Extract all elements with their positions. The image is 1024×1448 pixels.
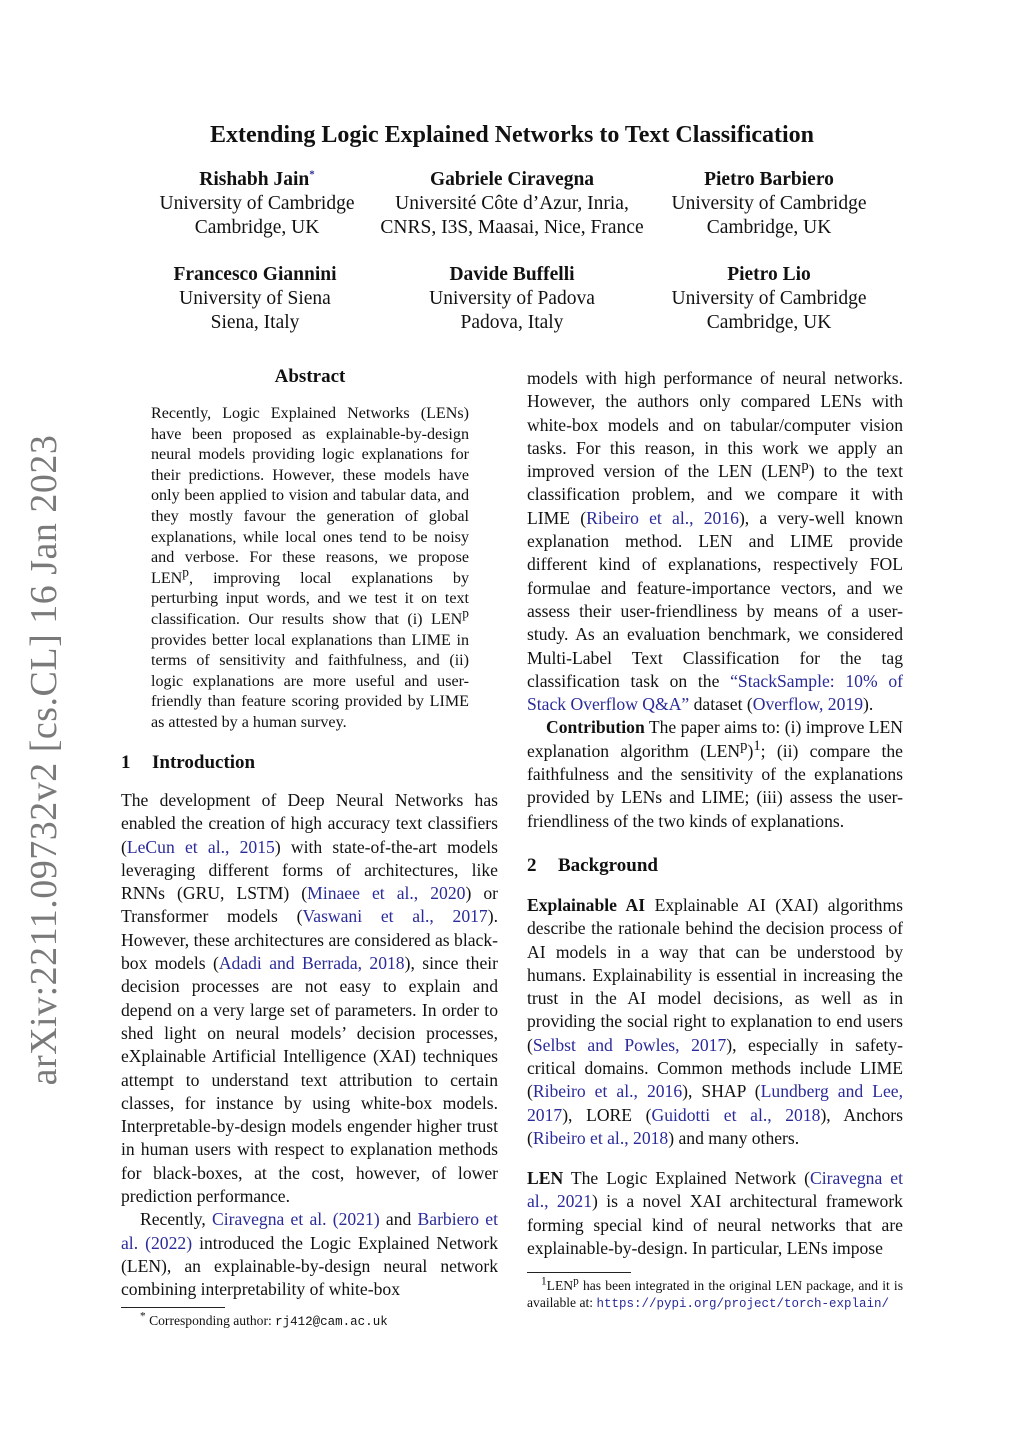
author-block	[362, 168, 662, 240]
author-block	[619, 263, 919, 335]
paragraph: The development of Deep Neural Networks has enabled the creation of high accuracy text classifiers (LeCun et al., 2015) with state-of-the-art models leveraging different forms of architectures, like RNNs (GRU, LSTM) (Minaee et al., 2020) or Transformer models (Vaswani et al., 2017). However, these architectures are considered as black-box models (Adadi and Berrada, 2018), since their decision processes are not easy to explain and depend on a very large set of parameters. In order to shed light on neural models’ decision processes, eXplainable Artificial Intelligence (XAI) techniques attempt to understand text attribution to certain classes, for instance by using white-box models. Interpretable-by-design models engender higher trust in human users with respect to explanation methods for black-boxes, at the cost, however, of lower prediction performance.	[121, 790, 499, 1207]
footnote-mark[interactable]: 1	[753, 737, 761, 754]
abstract-heading: Abstract	[274, 366, 346, 387]
paragraph: models with high performance of neural networks. However, the authors only compared LENs with white-box models and on tabular/computer vision tasks. For this reason, in this work we apply an improved version of the LEN (LEN$^p$) to the text classification problem, and we compare it with LIME (Ribeiro et al., 2016), a very-well known explanation method. LEN and LIME provide different kind of explanations, respectively FOL formulae and feature-importance vectors, and we assess their user-friendliness by means of a user-study. As an evaluation benchmark, we considered Multi-Label Text Classification for the tag classification task on the “StackSample: 10% of Stack Overflow Q&A” dataset (Overflow, 2019).	[527, 368, 903, 715]
author-location: CNRS, I3S, Maasai, Nice, France	[380, 217, 644, 238]
author-email[interactable]: rj412@cam.ac.uk	[275, 1315, 388, 1329]
citation-link[interactable]: Selbst and Powles, 2017	[532, 1034, 727, 1055]
paragraph-label: Explainable AI	[527, 895, 646, 915]
citation-link[interactable]: Ciravegna et al., 2021	[527, 1168, 903, 1212]
author-affiliation: University of Cambridge	[671, 288, 867, 309]
footnote-corresponding-author: * Corresponding author: rj412@cam.ac.uk	[140, 1310, 388, 1329]
citation-link[interactable]: Ribeiro et al., 2016	[532, 1081, 683, 1102]
author-name: Rishabh Jain	[199, 169, 310, 190]
section-heading-background: 2 Background	[527, 855, 658, 876]
dataset-link[interactable]: “StackSample: 10% of Stack Overflow Q&A”	[527, 670, 903, 715]
contribution-label: Contribution	[546, 717, 645, 738]
citation-link[interactable]: Vaswani et al., 2017	[302, 906, 488, 927]
paragraph-contribution: Contribution The paper aims to: (i) improve LEN explanation algorithm $(LEN^p)^1$; (ii) compare the faithfulness and the sensitivity of the explanations provided by LENs and LIME; (iii) assess the user-friendliness of the two kinds of explanations.	[527, 717, 903, 831]
author-location: Cambridge, UK	[706, 217, 832, 238]
author-block	[105, 263, 405, 335]
author-affiliation: University of Cambridge	[159, 193, 355, 214]
abstract-body: Recently, Logic Explained Networks (LENs) have been proposed as explainable-by-design neural models providing logic explanations for their predictions. However, these models have only been applied to vision and tabular data, and they mostly favour the generation of global explanations, while local ones tend to be noisy and verbose. For these reasons, we propose LEN$^p$, improving local explanations by perturbing input words, and we test it on text classification. Our results show that (i) LEN$^p$ provides better local explanations than LIME in terms of sensitivity and faithfulness, and (ii) logic explanations are more useful and user-friendly than feature scoring provided by LIME as attested by a human survey.	[151, 405, 469, 731]
citation-link[interactable]: Ribeiro et al., 2016	[586, 507, 739, 528]
author-name: Davide Buffelli	[449, 264, 575, 285]
right-column-body	[527, 367, 903, 833]
citation-link[interactable]: Adadi and Berrada, 2018	[218, 953, 405, 974]
author-block	[619, 168, 919, 240]
author-location: Padova, Italy	[460, 312, 564, 333]
citation-link[interactable]: Minaee et al., 2020	[307, 883, 466, 904]
citation-link[interactable]: Barbiero et al. (2022)	[121, 1209, 499, 1253]
package-url-link[interactable]: https://pypi.org/project/torch-explain/	[596, 1297, 890, 1311]
footnote-rule	[121, 1307, 225, 1308]
author-name: Pietro Barbiero	[704, 169, 834, 190]
author-block	[362, 263, 662, 335]
author-affiliation: Université Côte d’Azur, Inria,	[395, 193, 629, 214]
citation-link[interactable]: Lundberg and Lee, 2017	[527, 1081, 903, 1125]
citation-link[interactable]: Guidotti et al., 2018	[651, 1104, 821, 1125]
footnote-rule	[527, 1272, 631, 1273]
author-location: Cambridge, UK	[706, 312, 832, 333]
author-name: Pietro Lio	[727, 264, 811, 285]
paragraph: Recently, Ciravegna et al. (2021) and Barbiero et al. (2022) introduced the Logic Explained Network (LEN), an explainable-by-design neural network combining interpretability of white-box	[121, 1209, 499, 1300]
author-name: Gabriele Ciravegna	[429, 169, 595, 190]
citation-link[interactable]: LeCun et al., 2015	[126, 836, 275, 857]
author-affiliation: University of Cambridge	[671, 193, 867, 214]
footnote-mark[interactable]: *	[309, 168, 315, 181]
author-name: Francesco Giannini	[173, 264, 337, 285]
background-xai-paragraph: Explainable AI Explainable AI (XAI) algorithms describe the rationale behind the decision process of AI models in a way that can be understood by humans. Explainability is essential in increasing the trust in the AI model decisions, as well as in providing the social right to explanation to end users (Selbst and Powles, 2017), especially in safety-critical domains. Common methods include LIME (Ribeiro et al., 2016), SHAP (Lundberg and Lee, 2017), LORE (Guidotti et al., 2018), Anchors (Ribeiro et al., 2018) and many others.	[527, 895, 903, 1148]
arxiv-identifier: arXiv:2211.09732v2 [cs.CL] 16 Jan 2023	[23, 434, 65, 1086]
author-location: Siena, Italy	[210, 312, 300, 333]
author-affiliation: University of Siena	[179, 288, 331, 309]
section-heading-introduction: 1 Introduction	[121, 752, 256, 773]
citation-link[interactable]: Ciravegna et al. (2021)	[212, 1209, 380, 1230]
footnote-1: $^1$LEN$^p$ has been integrated in the original LEN package, and it is available at: https://pypi.org/project/torch-explain/	[527, 1275, 903, 1311]
introduction-body	[121, 789, 498, 1302]
paragraph-label: LEN	[527, 1168, 564, 1188]
author-affiliation: University of Padova	[429, 288, 595, 309]
citation-link[interactable]: Ribeiro et al., 2018	[532, 1127, 669, 1148]
author-location: Cambridge, UK	[194, 217, 320, 238]
paper-title: Extending Logic Explained Networks to Text Classification	[209, 122, 815, 148]
background-len-paragraph: LEN The Logic Explained Network (Ciravegna et al., 2021) is a novel XAI architectural framework forming special kind of neural networks that are explainable-by-design. In particular, LENs impose	[527, 1168, 903, 1258]
citation-link[interactable]: Overflow, 2019	[752, 694, 863, 715]
